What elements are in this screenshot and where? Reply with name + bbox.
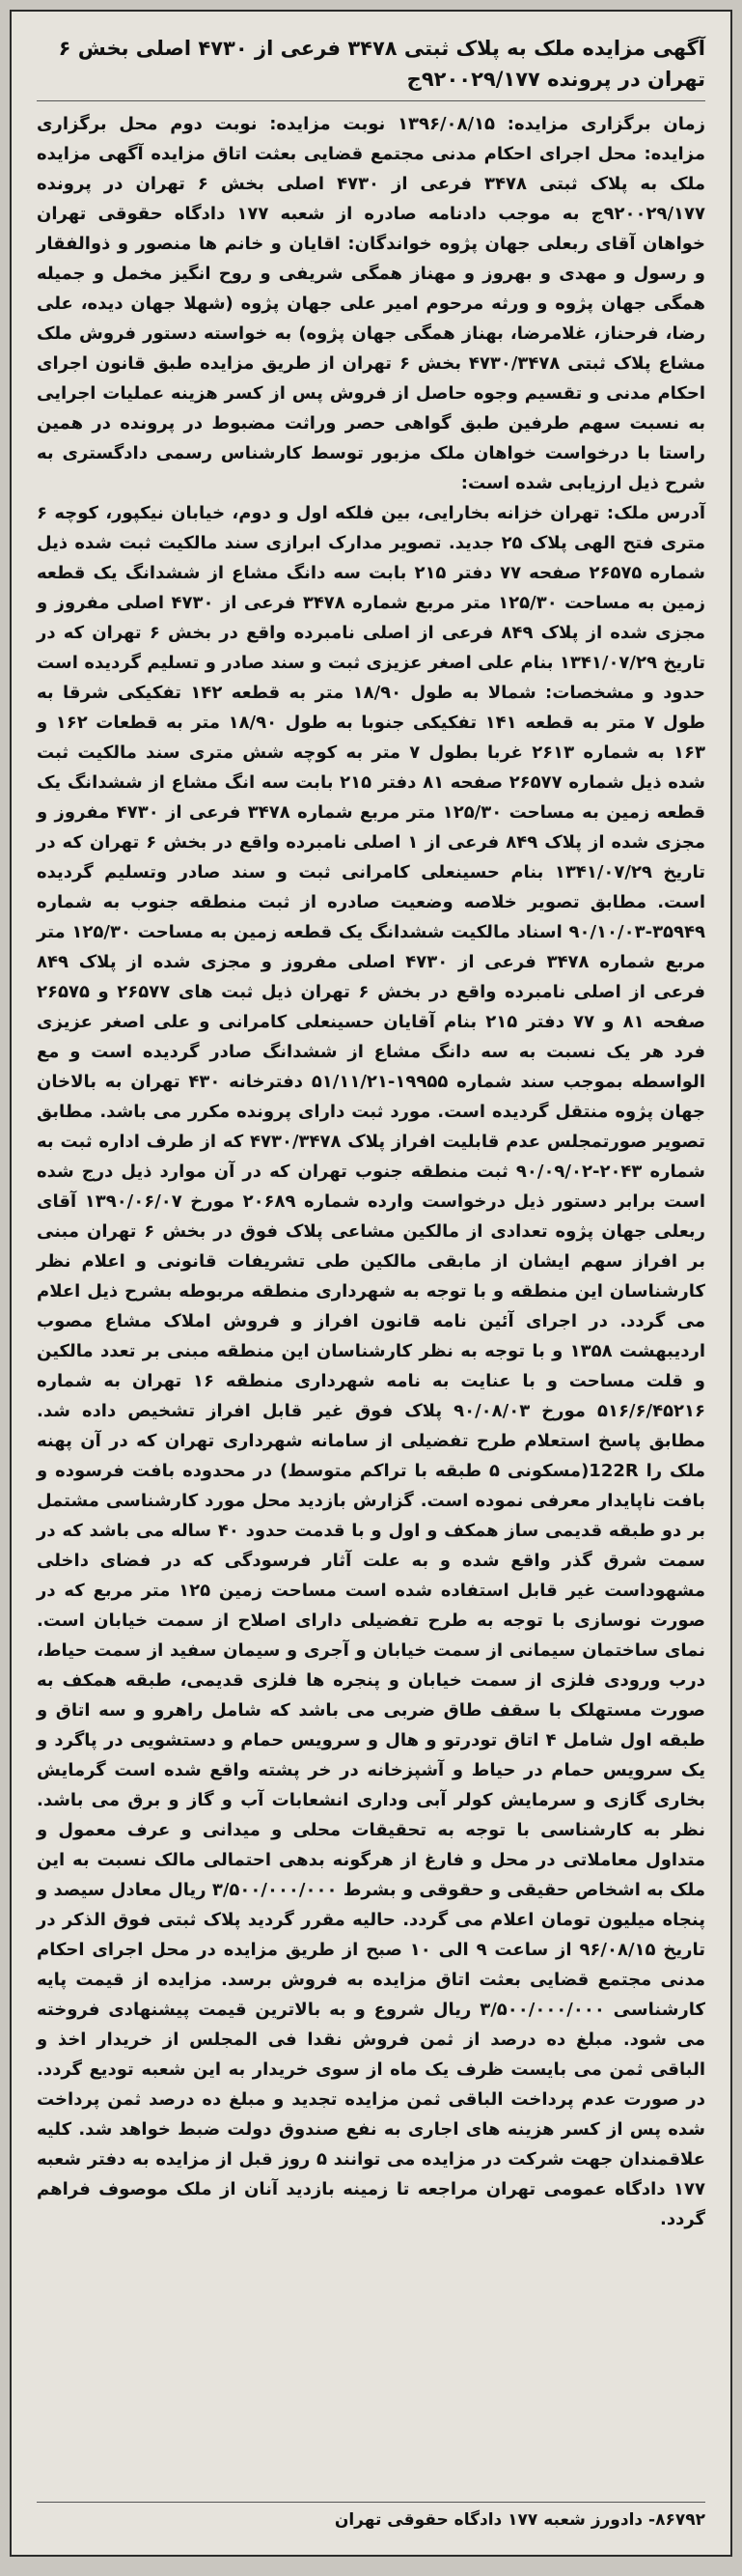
notice-footer-signature: ۸۶۷۹۲- دادورز شعبه ۱۷۷ دادگاه حقوقی تهران — [37, 2502, 705, 2534]
notice-paragraph-details: آدرس ملک: تهران خزانه بخارایی، بین فلکه اول و دوم، خیابان نیکپور، کوچه ۶ متری فتح الهی پلاک ۲۵ جدید. تصویر مدارک ابرازی سند مالکیت ثبت شده ذیل شماره ۲۶۵۷۵ صفحه ۷۷ دفتر ۲۱۵ بابت سه دانگ مشاع از ششدانگ یک قطعه زمین به مساحت ۱۲۵/۳۰ متر مربع شماره ۳۴۷۸ فرعی از ۴۷۳۰ اصلی مفروز و مجزی شده از پلاک ۸۴۹ فرعی از اصلی نامبرده واقع در بخش ۶ تهران که در تاریخ ۱۳۴۱/۰۷/۲۹ بنام علی اصغر عزیزی ثبت و سند صادر و تسلیم گردیده است حدود و مشخصات: شمالا به طول ۱۸/۹۰ متر به قطعه ۱۴۲ تفکیکی شرقا به طول ۷ متر به قطعه ۱۴۱ تفکیکی جنوبا به طول ۱۸/۹۰ متر به قطعات ۱۶۲ و ۱۶۳ به شماره ۲۶۱۳ غربا بطول ۷ متر به کوچه شش متری سند مالکیت ثبت شده ذیل شماره ۲۶۵۷۷ صفحه ۸۱ دفتر ۲۱۵ بابت سه انگ مشاع از ششدانگ یک قطعه زمین به مساحت ۱۲۵/۳۰ متر مربع شماره ۳۴۷۸ فرعی از ۴۷۳۰ مفروز و مجزی شده از پلاک ۸۴۹ فرعی از ۱ اصلی نامبرده واقع در بخش ۶ تهران که در تاریخ ۱۳۴۱/۰۷/۲۹ بنام حسینعلی کامرانی ثبت و سند صادر وتسلیم گردیده است. مطابق تصویر خلاصه وضعیت صادره از ثبت منطقه جنوب به شماره ۳۵۹۴۹-۹۰/۱۰/۰۳ اسناد مالکیت ششدانگ یک قطعه زمین به مساحت ۱۲۵/۳۰ متر مربع شماره ۳۴۷۸ فرعی از ۴۷۳۰ اصلی مفروز و مجزی شده از پلاک ۸۴۹ فرعی از اصلی نامبرده واقع در بخش ۶ تهران ذیل ثبت های ۲۶۵۷۷ و ۲۶۵۷۵ صفحه ۸۱ و ۷۷ دفتر ۲۱۵ بنام آقایان حسینعلی کامرانی و علی اصغر عزیزی فرد هر یک نسبت به سه دانگ مشاع از ششدانگ صادر گردیده است و مع الواسطه بموجب سند شماره ۱۹۹۵۵-۵۱/۱۱/۲۱ دفترخانه ۴۳۰ تهران به بالاخان جهان پژوه منتقل گردیده است. مورد ثبت دارای پرونده مکرر می باشد. مطابق تصویر صورتمجلس عدم قابلیت افراز پلاک ۴۷۳۰/۳۴۷۸ که از طرف اداره ثبت به شماره ۲۰۴۳-۹۰/۰۹/۰۲ ثبت منطقه جنوب تهران که در آن موارد ذیل درج شده است برابر دستور ذیل درخواست وارده شماره ۲۰۶۸۹ مورخ ۱۳۹۰/۰۶/۰۷ آقای ربعلی جهان پژوه تعدادی از مالکین مشاعی پلاک فوق در بخش ۶ تهران مبنی بر افراز سهم ایشان از مابقی مالکین طی تشریفات قانونی و اعلام نظر کارشناسان این منطقه و با توجه به شهرداری منطقه مربوطه بشرح ذیل اعلام می گردد. در اجرای آئین نامه قانون افراز و فروش املاک مشاع مصوب اردیبهشت ۱۳۵۸ و با توجه به نظر کارشناسان این منطقه مبنی بر تعدد مالکین و قلت مساحت و با عنایت به نامه شهرداری منطقه ۱۶ تهران به شماره ۵۱۶/۶/۴۵۲۱۶ مورخ ۹۰/۰۸/۰۳ پلاک فوق غیر قابل افراز تشخیص داده شد. مطابق پاسخ استعلام طرح تفضیلی از سامانه شهرداری تهران که در آن پهنه ملک را 122R(مسکونی ۵ طبقه با تراکم متوسط) در محدوده بافت فرسوده و بافت ناپایدار معرفی نموده است. گزارش بازدید محل مورد کارشناسی مشتمل بر دو طبقه قدیمی ساز همکف و اول و با قدمت حدود ۴۰ ساله می باشد که در سمت شرق گذر واقع شده و به علت آثار فرسودگی که در فضای داخلی مشهوداست غیر قابل استفاده شده است مساحت زمین ۱۲۵ متر مربع که در صورت نوسازی با توجه به طرح تفضیلی دارای اصلاح از سمت خیابان است. نمای ساختمان سیمانی از سمت خیابان و آجری و سیمان سفید از سمت حیاط، درب ورودی فلزی از سمت خیابان و پنجره ها فلزی قدیمی، طبقه همکف به صورت مستهلک با سقف طاق ضربی می باشد که شامل راهرو و سه اتاق و طبقه اول شامل ۴ اتاق تودرتو و هال و سرویس حمام و دستشویی در پاگرد و یک سرویس حمام در حیاط و آشپزخانه در خر پشته واقع شده است گرمایش بخاری گازی و سرمایش کولر آبی وداری انشعابات آب و گاز و برق می باشد. نظر به کارشناسی با توجه به تحقیقات محلی و میدانی و عرف معمول و متداول معاملاتی در محل و فارغ از هرگونه بدهی احتمالی مالک نسبت به این ملک به اشخاص حقیقی و حقوقی و بشرط ۳/۵۰۰/۰۰۰/۰۰۰ ریال معادل سیصد و پنجاه میلیون تومان اعلام می گردد. حالیه مقرر گردید پلاک ثبتی فوق الذکر در تاریخ ۹۶/۰۸/۱۵ از ساعت ۹ الی ۱۰ صبح از طریق مزایده در محل اجرای احکام مدنی مجتمع قضایی بعثت اتاق مزایده به فروش برسد. مزایده از قیمت پایه کارشناسی ۳/۵۰۰/۰۰۰/۰۰۰ ریال شروع و به بالاترین قیمت پیشنهادی فروخته می شود. مبلغ ده درصد از ثمن فروش نقدا فی المجلس از خریدار اخذ و الباقی ثمن می بایست ظرف یک ماه از سوی خریدار به این شعبه تودیع گردد. در صورت عدم پرداخت الباقی ثمن مزایده تجدید و مبلغ ده درصد ثمن پرداخت شده پس از کسر هزینه های اجاری به نفع صندوق دولت ضبط خواهد شد. کلیه علاقمندان جهت شرکت در مزایده می توانند ۵ روز قبل از مزایده به دفتر شعبه ۱۷۷ دادگاه عمومی تهران مراجعه تا زمینه بازدید آنان از ملک موصوف فراهم گردد. — [37, 503, 706, 2229]
notice-body — [37, 109, 705, 2234]
notice-paragraph-intro: زمان برگزاری مزایده: ۱۳۹۶/۰۸/۱۵ نوبت مزایده: نوبت دوم محل برگزاری مزایده: محل اجرای احکام مدنی مجتمع قضایی بعثت اتاق مزایده آگهی مزایده ملک به پلاک ثبتی ۳۴۷۸ فرعی از ۴۷۳۰ اصلی بخش ۶ تهران در پرونده ۹۲۰۰۲۹/۱۷۷ج به موجب دادنامه صادره از شعبه ۱۷۷ دادگاه حقوقی تهران خواهان آقای ربعلی جهان پژوه خواندگان: اقایان و خانم ها منصور و ذوالفقار و رسول و مهدی و بهروز و مهناز همگی شریفی و روح انگیز مخمل و جمیله همگی جهان پژوه و ورثه مرحوم امیر علی جهان پژوه (شهلا جهان دیده، علی رضا، فرحناز، غلامرضا، بهناز همگی جهان پژوه) به خواسته دستور فروش ملک مشاع پلاک ثبتی ۴۷۳۰/۳۴۷۸ بخش ۶ تهران از طریق مزایده طبق قانون اجرای احکام مدنی و تقسیم وجوه حاصل از فروش پس از کسر هزینه عملیات اجرایی به نسبت سهم طرفین طبق گواهی حصر وراثت مضبوط در پرونده در همین راستا با درخواست خواهان ملک مزبور توسط کارشناس رسمی دادگستری به شرح ذیل ارزیابی شده است: — [37, 114, 706, 493]
newspaper-notice — [10, 10, 732, 2557]
notice-title: آگهی مزایده ملک به پلاک ثبتی ۳۴۷۸ فرعی از ۴۷۳۰ اصلی بخش ۶ تهران در پرونده ۹۲۰۰۲۹/۱۷۷ج — [37, 33, 705, 101]
